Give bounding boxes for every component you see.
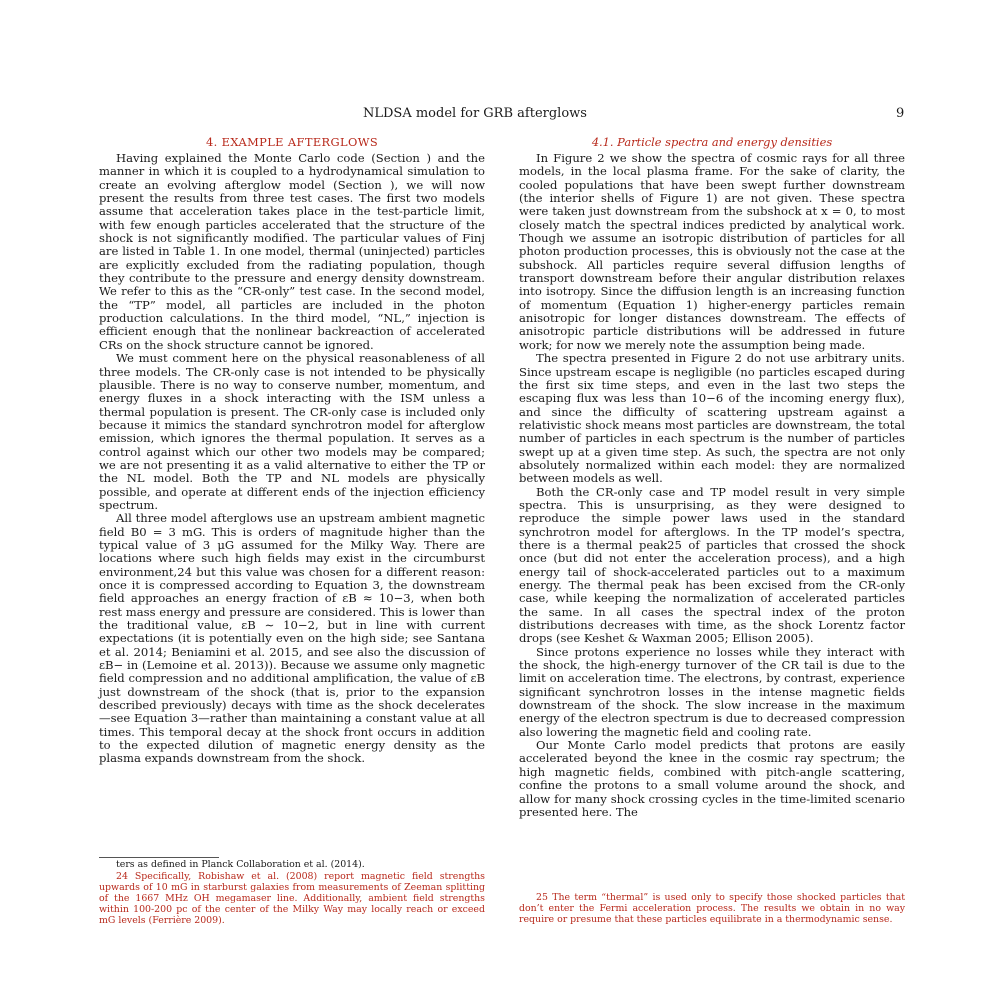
subsection-heading: 4.1. Particle spectra and energy densities: [591, 135, 833, 149]
paragraph: In Figure 2 we show the spectra of cosmic rays for all three models, in the local plasma frame. For the sake of clarity, the cooled populations that have been swept further downstream (the interior shells of Figure 1) are not given. These spectra were taken just downstream from the subshock at x = 0, to most closely match the spectral indices predicted by analytical work. Though we assume an isotropic distribution of particles for all photon production processes, this is obviously not the case at the subshock. All particles require several diffusion lengths of transport downstream before their angular distribution relaxes into isotropy. Since the diffusion length is an increasing function of momentum (Equation 1) higher-energy particles remain anisotropic for longer distances downstream. The effects of anisotropic particle distributions will be addressed in future work; for now we merely note the assumption being made.: [519, 151, 905, 352]
paragraph: All three model afterglows use an upstream ambient magnetic field B0 = 3 mG. This is orders of magnitude higher than the typical value of 3 μG assumed for the Milky Way. There are locations where such high fields may exist in the circumburst environment,24 but this value was chosen for a different reason: once it is compressed according to Equation 3, the downstream field approaches an energy fraction of εB ≈ 10−3, when both rest mass energy and pressure are considered. This is lower than the traditional value, εB ∼ 10−2, but in line with current expectations (it is potentially even on the high side; see Santana et al. 2014; Beniamini et al. 2015, and see also the discussion of εB− in (Lemoine et al. 2013)). Because we assume only magnetic field compression and no additional amplification, the value of εB just downstream of the shock (that is, prior to the expansion described previously) decays with time as the shock decelerates—see Equation 3—rather than maintaining a constant value at all times. This temporal decay at the shock front occurs in addition to the expected dilution of magnetic energy density as the plasma expands downstream from the shock.: [99, 511, 485, 766]
paragraph: Having explained the Monte Carlo code (Section ) and the manner in which it is coupled to a hydrodynamical simulation to create an evolving afterglow model (Section ), we will now present the results from three test cases. The first two models assume that acceleration takes place in the test-particle limit, with few enough particles accelerated that the structure of the shock is not significantly modified. The particular values of Finj are listed in Table 1. In one model, thermal (uninjected) particles are explicitly excluded from the radiating population, though they contribute to the pressure and energy density downstream. We refer to this as the “CR-only” test case. In the second model, the “TP” model, all particles are included in the photon production calculations. In the third model, “NL,” injection is efficient enough that the nonlinear backreaction of accelerated CRs on the shock structure cannot be ignored.: [99, 151, 485, 352]
paragraph: We must comment here on the physical reasonableness of all three models. The CR-only case is not intended to be physically plausible. There is no way to conserve number, momentum, and energy fluxes in a shock interacting with the ISM unless a thermal population is present. The CR-only case is included only because it mimics the standard synchrotron model for afterglow emission, which ignores the thermal population. It serves as a control against which our other two models may be compared; we are not presenting it as a valid alternative to either the TP or the NL model. Both the TP and NL models are physically possible, and operate at different ends of the injection efficiency spectrum.: [99, 351, 485, 512]
paragraph: Since protons experience no losses while they interact with the shock, the high-energy turnover of the CR tail is due to the limit on acceleration time. The electrons, by contrast, experience significant synchrotron losses in the intense magnetic fields downstream of the shock. The slow increase in the maximum energy of the electron spectrum is due to decreased compression also lowering the magnetic field and cooling rate.: [519, 644, 905, 739]
running-header-title: NLDSA model for GRB afterglows: [363, 106, 587, 121]
footnote-rule: [99, 857, 219, 858]
left-column-body: [99, 152, 485, 766]
footnote-24[interactable]: [99, 872, 485, 927]
footnote-text: 25 The term “thermal” is used only to specify those shocked particles that don’t enter the Fermi acceleration process. The results we obtain in no way require or presume that these particles equilibrate in a thermodynamic sense.: [519, 892, 905, 925]
right-column: [519, 135, 905, 819]
page-number: 9: [896, 106, 905, 121]
section-heading: 4. EXAMPLE AFTERGLOWS: [205, 135, 379, 149]
left-column: [99, 135, 485, 766]
footnote-continuation: [99, 860, 485, 871]
paragraph: Both the CR-only case and TP model result in very simple spectra. This is unsurprising, as they were designed to reproduce the simple power laws used in the standard synchrotron model for afterglows. In the TP model’s spectra, there is a thermal peak25 of particles that crossed the shock once (but did not enter the acceleration process), and a high energy tail of shock-accelerated particles out to a maximum energy. The thermal peak has been excised from the CR-only case, while keeping the normalization of accelerated particles the same. In all cases the spectral index of the proton distributions decreases with time, as the shock Lorentz factor drops (see Keshet & Waxman 2005; Ellison 2005).: [519, 484, 905, 646]
footnote-text: ters as defined in Planck Collaboration et al. (2014).: [116, 859, 365, 870]
right-column-body: [519, 152, 905, 819]
footnote-text: 24 Specifically, Robishaw et al. (2008) report magnetic field strengths upwards of 10 mG in starburst galaxies from measurements of Zeeman splitting of the 1667 MHz OH megamaser line. Additionally, ambient field strengths within 100-200 pc of the center of the Milky Way may locally reach or exceed mG levels (Ferrière 2009).: [99, 871, 485, 926]
footnote-25[interactable]: [519, 893, 905, 926]
paragraph: Our Monte Carlo model predicts that protons are easily accelerated beyond the knee in the cosmic ray spectrum; the high magnetic fields, combined with pitch-angle scattering, confine the protons to a small volume around the shock, and allow for many shock crossing cycles in the time-limited scenario presented here. The: [519, 738, 905, 819]
paragraph: The spectra presented in Figure 2 do not use arbitrary units. Since upstream escape is negligible (no particles escaped during the first six time steps, and even in the last two steps the escaping flux was less than 10−6 of the incoming energy flux), and since the difficulty of scattering upstream against a relativistic shock means most particles are downstream, the total number of particles in each spectrum is the number of particles swept up at a given time step. As such, the spectra are not only absolutely normalized within each model: they are normalized between models as well.: [519, 351, 905, 486]
